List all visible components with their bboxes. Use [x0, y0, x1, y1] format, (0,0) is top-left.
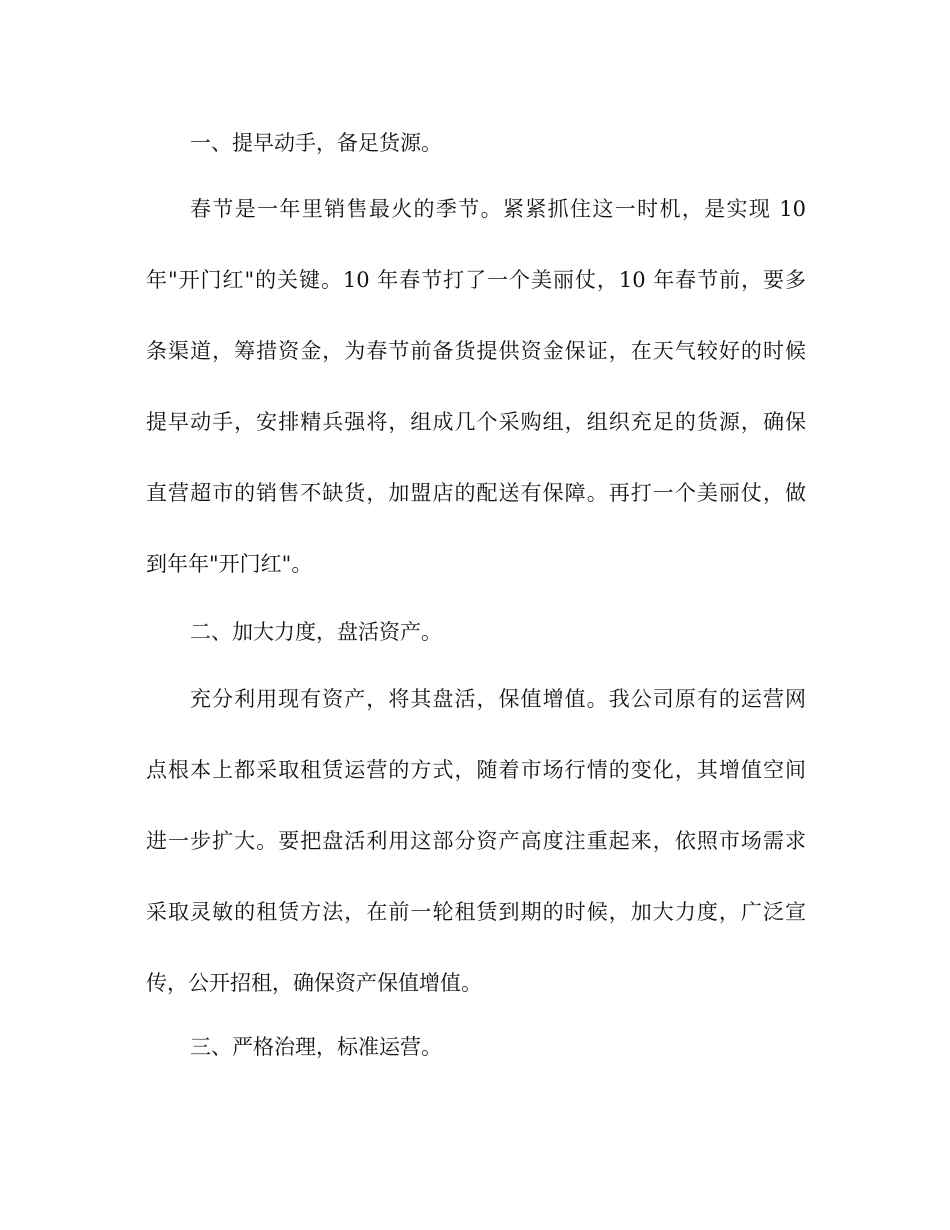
section-heading-1: 一、提早动手，备足货源。	[190, 131, 442, 155]
paragraph-line: 到年年"开门红"。	[146, 552, 313, 576]
paragraph-line: 进一步扩大。要把盘活利用这部分资产高度注重起来，依照市场需求	[146, 829, 806, 853]
paragraph-line: 点根本上都采取租赁运营的方式，随着市场行情的变化，其增值空间	[146, 758, 806, 782]
paragraph-line: 传，公开招租，确保资产保值增值。	[146, 971, 482, 995]
paragraph-line: 采取灵敏的租赁方法，在前一轮租赁到期的时候，加大力度，广泛宣	[146, 900, 806, 924]
paragraph-line: 充分利用现有资产，将其盘活，保值增值。我公司原有的运营网	[190, 687, 806, 711]
paragraph-line: 春节是一年里销售最火的季节。紧紧抓住这一时机，是实现 10	[190, 197, 806, 221]
section-heading-3: 三、严格治理，标准运营。	[190, 1035, 442, 1059]
section-heading-2: 二、加大力度，盘活资产。	[190, 620, 442, 644]
paragraph-line: 提早动手，安排精兵强将，组成几个采购组，组织充足的货源，确保	[146, 410, 806, 434]
paragraph-line: 直营超市的销售不缺货，加盟店的配送有保障。再打一个美丽仗，做	[146, 481, 806, 505]
paragraph-line: 条渠道，筹措资金，为春节前备货提供资金保证，在天气较好的时候	[146, 339, 806, 363]
paragraph-line: 年"开门红"的关键。10 年春节打了一个美丽仗，10 年春节前，要多	[146, 268, 806, 292]
